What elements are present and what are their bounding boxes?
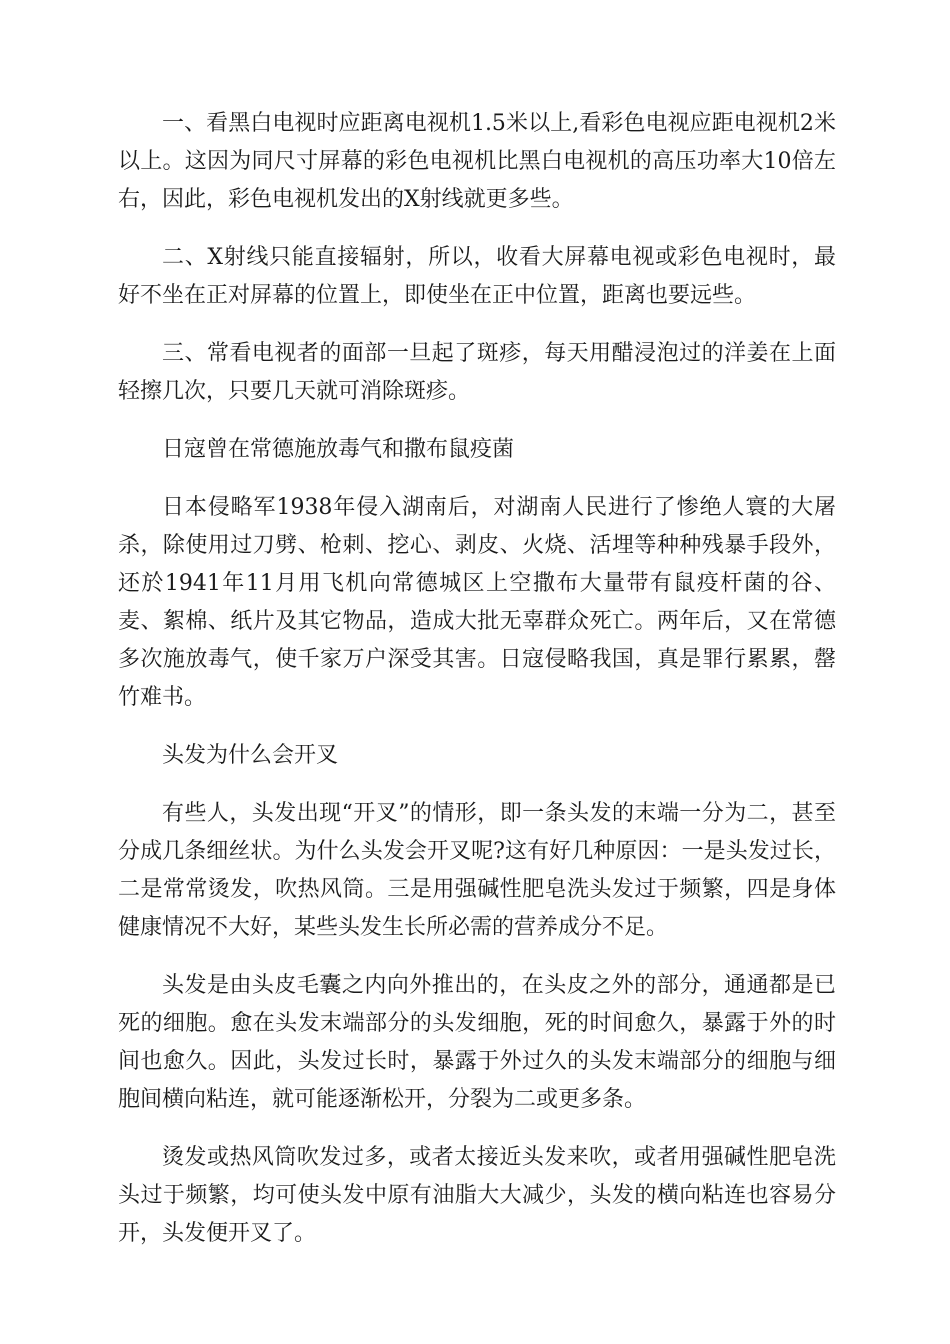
section-heading-changde: 日寇曾在常德施放毒气和撒布鼠疫菌 — [162, 437, 515, 462]
paragraph-changde-history: 日本侵略军1938年侵入湖南后，对湖南人民进行了惨绝人寰的大屠杀，除使用过刀劈、枪刺、挖心、剥皮、火烧、活埋等种种残暴手段外，还於1941年11月用飞机向常德城区上空撒布大量带有鼠疫杆菌的谷、麦、絮棉、纸片及其它物品，造成大批无辜群众死亡。两年后，又在常德多次施放毒气，使千家万户深受其害。日寇侵略我国，真是罪行累累，罄竹难书。 — [118, 495, 836, 710]
section-heading-split-ends: 头发为什么会开叉 — [162, 743, 339, 768]
paragraph-hair-oil-loss: 烫发或热风筒吹发过多，或者太接近头发来吹，或者用强碱性肥皂洗头过于频繁，均可使头发中原有油脂大大减少，头发的横向粘连也容易分开，头发便开叉了。 — [118, 1145, 836, 1246]
paragraph-xray-radiation: 二、X射线只能直接辐射，所以，收看大屏幕电视或彩色电视时，最好不坐在正对屏幕的位置上，即使坐在正中位置，距离也要远些。 — [118, 245, 836, 308]
paragraph-hair-cells: 头发是由头皮毛囊之内向外推出的，在头皮之外的部分，通通都是已死的细胞。愈在头发末端部分的头发细胞，死的时间愈久，暴露于外的时间也愈久。因此，头发过长时，暴露于外过久的头发末端部分的细胞与细胞间横向粘连，就可能逐渐松开，分裂为二或更多条。 — [118, 973, 836, 1112]
paragraph-tv-distance: 一、看黑白电视时应距离电视机1.5米以上,看彩色电视应距电视机2米以上。这因为同尺寸屏幕的彩色电视机比黑白电视机的高压功率大10倍左右，因此，彩色电视机发出的X射线就更多些。 — [118, 111, 836, 212]
paragraph-face-rash: 三、常看电视者的面部一旦起了斑疹，每天用醋浸泡过的洋姜在上面轻擦几次，只要几天就可消除斑疹。 — [118, 341, 836, 404]
paragraph-split-ends-causes: 有些人，头发出现“开叉”的情形，即一条头发的末端一分为二，甚至分成几条细丝状。为什么头发会开叉呢?这有好几种原因：一是头发过长，二是常常烫发，吹热风筒。三是用强碱性肥皂洗头发过于频繁，四是身体健康情况不大好，某些头发生长所必需的营养成分不足。 — [118, 801, 836, 940]
document-body — [118, 105, 836, 1273]
